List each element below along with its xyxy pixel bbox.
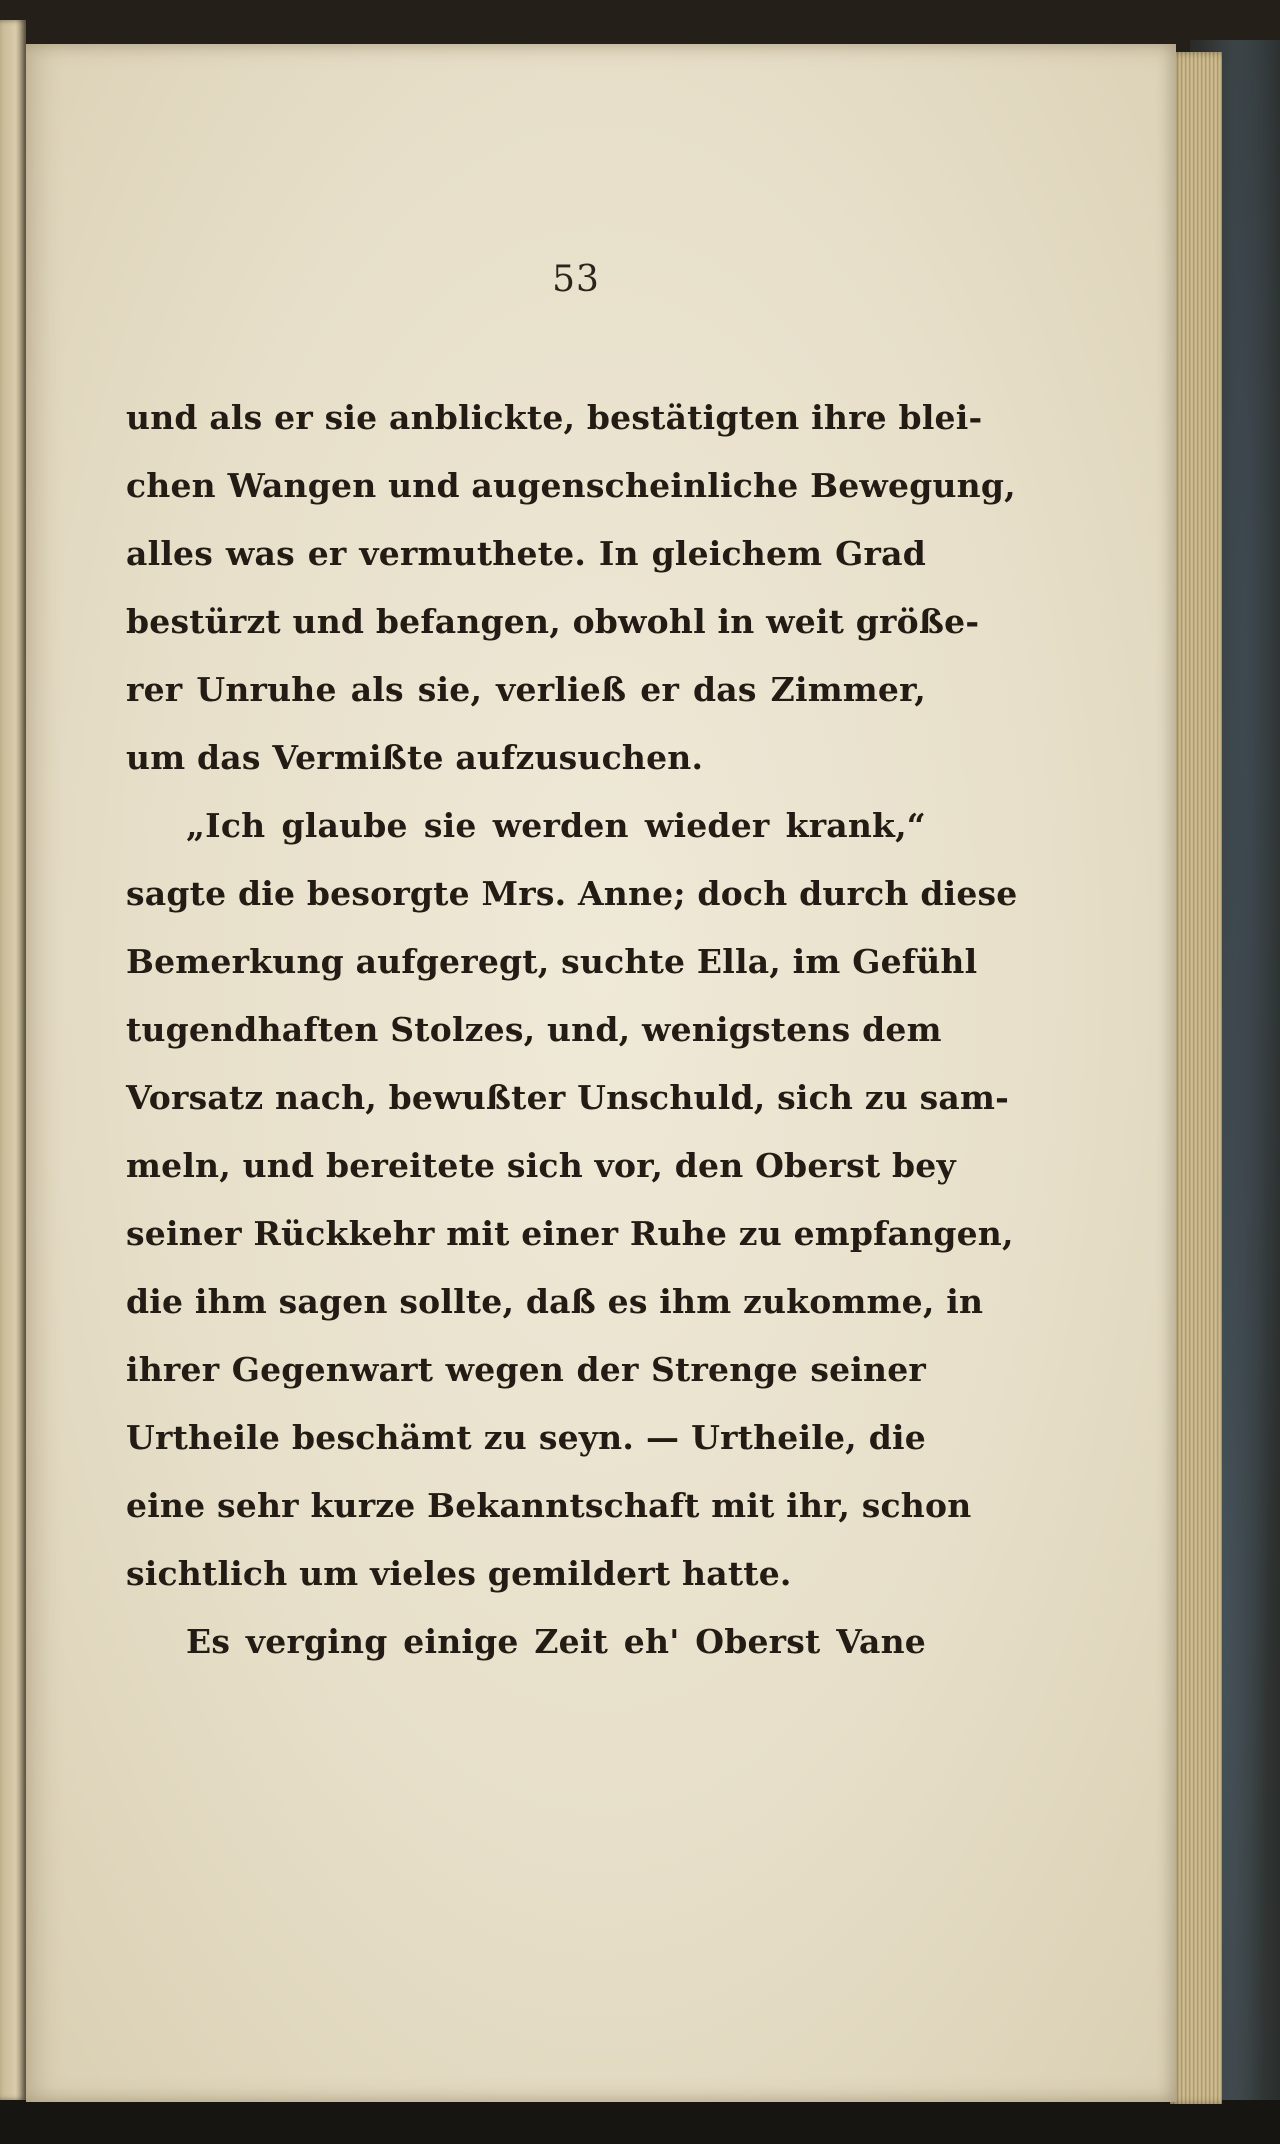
text-line: Vorsatz nach, bewußter Unschuld, sich zu sam- (126, 1078, 1010, 1117)
text-line: bestürzt und befangen, obwohl in weit größe- (126, 602, 980, 641)
text-line: tugendhaften Stolzes, und, wenigstens dem (126, 1010, 942, 1049)
text-line: chen Wangen und augenscheinliche Bewegung, (126, 466, 1016, 505)
text-line: Bemerkung aufgeregt, suchte Ella, im Gefühl (126, 942, 978, 981)
book-page (26, 44, 1176, 2102)
text-line: meln, und bereitete sich vor, den Oberst bey (126, 1146, 956, 1185)
text-line: eine sehr kurze Bekanntschaft mit ihr, schon (126, 1486, 972, 1525)
text-line: Es verging einige Zeit eh' Oberst Vane (186, 1622, 926, 1661)
page-number: 53 (552, 259, 600, 300)
page-text (126, 384, 1018, 1676)
text-line: rer Unruhe als sie, verließ er das Zimmer, (126, 670, 926, 709)
text-line: sagte die besorgte Mrs. Anne; doch durch diese (126, 874, 1018, 913)
text-line: „Ich glaube sie werden wieder krank,“ (186, 806, 926, 845)
page-block-edge (1170, 52, 1222, 2104)
text-line: alles was er vermuthete. In gleichem Grad (126, 534, 926, 573)
text-line: sichtlich um vieles gemildert hatte. (126, 1554, 792, 1593)
text-line: und als er sie anblickte, bestätigten ihre blei- (126, 398, 983, 437)
text-line: Urtheile beschämt zu seyn. — Urtheile, die (126, 1418, 926, 1457)
text-line: seiner Rückkehr mit einer Ruhe zu empfangen, (126, 1214, 1014, 1253)
text-line: die ihm sagen sollte, daß es ihm zukomme, in (126, 1282, 984, 1321)
text-line: ihrer Gegenwart wegen der Strenge seiner (126, 1350, 926, 1389)
previous-page-edge (0, 20, 26, 2100)
text-line: um das Vermißte aufzusuchen. (126, 738, 704, 777)
